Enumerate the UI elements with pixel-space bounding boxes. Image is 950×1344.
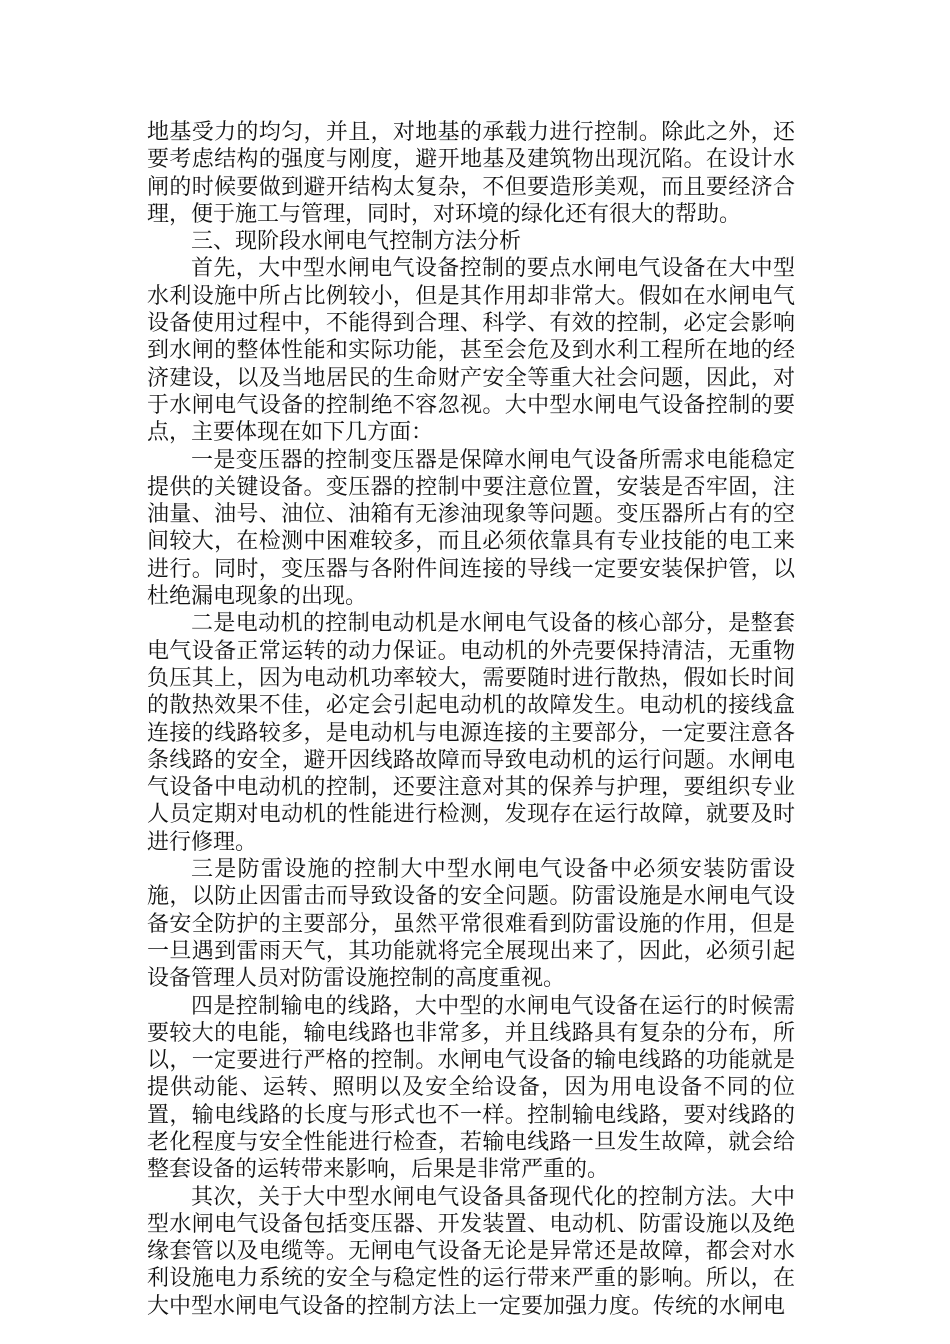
paragraph: 一是变压器的控制变压器是保障水闸电气设备所需求电能稳定提供的关键设备。变压器的控制中要注意位置，安装是否牢固，注油量、油号、油位、油箱有无渗油现象等问题。变压器所占有的空间较大，在检测中困难较多，而且必须依靠具有专业技能的电工来进行。同时，变压器与各附件间连接的导线一定要安装保护管，以杜绝漏电现象的出现。 [147, 447, 795, 610]
paragraph: 三是防雷设施的控制大中型水闸电气设备中必须安装防雷设施，以防止因雷击而导致设备的安全问题。防雷设施是水闸电气设备安全防护的主要部分，虽然平常很难看到防雷设施的作用，但是一旦遇到雷雨天气，其功能就将完全展现出来了，因此，必须引起设备管理人员对防雷设施控制的高度重视。 [147, 857, 795, 992]
paragraph: 四是控制输电的线路，大中型的水闸电气设备在运行的时候需要较大的电能，输电线路也非常多，并且线路具有复杂的分布，所以，一定要进行严格的控制。水闸电气设备的输电线路的功能就是提供动能、运转、照明以及安全给设备，因为用电设备不同的位置，输电线路的长度与形式也不一样。控制输电线路，要对线路的老化程度与安全性能进行检查，若输电线路一旦发生故障，就会给整套设备的运转带来影响，后果是非常严重的。 [147, 993, 795, 1183]
paragraph-continuation: 地基受力的均匀，并且，对地基的承载力进行控制。除此之外，还要考虑结构的强度与刚度，避开地基及建筑物出现沉陷。在设计水闸的时候要做到避开结构太复杂，不但要造形美观，而且要经济合理，便于施工与管理，同时，对环境的绿化还有很大的帮助。 [147, 120, 795, 227]
paragraph: 二是电动机的控制电动机是水闸电气设备的核心部分，是整套电气设备正常运转的动力保证。电动机的外壳要保持清洁，无重物负压其上，因为电动机功率较大，需要随时进行散热，假如长时间的散热效果不佳，必定会引起电动机的故障发生。电动机的接线盒连接的线路较多，是电动机与电源连接的主要部分，一定要注意各条线路的安全，避开因线路故障而导致电动机的运行问题。水闸电气设备中电动机的控制，还要注意对其的保养与护理，要组织专业人员定期对电动机的性能进行检测，发现存在运行故障，就要及时进行修理。 [147, 611, 795, 855]
paragraph: 首先，大中型水闸电气设备控制的要点水闸电气设备在大中型水利设施中所占比例较小，但是其作用却非常大。假如在水闸电气设备使用过程中，不能得到合理、科学、有效的控制，必定会影响到水闸的整体性能和实际功能，甚至会危及到水利工程所在地的经济建设，以及当地居民的生命财产安全等重大社会问题，因此，对于水闸电气设备的控制绝不容忽视。大中型水闸电气设备控制的要点，主要体现在如下几方面： [147, 256, 795, 446]
section-heading: 三、现阶段水闸电气控制方法分析 [191, 229, 522, 255]
paragraph: 其次，关于大中型水闸电气设备具备现代化的控制方法。大中型水闸电气设备包括变压器、开发装置、电动机、防雷设施以及绝缘套管以及电缆等。无闸电气设备无论是异常还是故障，都会对水利设施电力系统的安全与稳定性的运行带来严重的影响。所以，在大中型水闸电气设备的控制方法上一定要加强力度。传统的水闸电 [147, 1184, 795, 1319]
document-body [147, 119, 795, 1320]
